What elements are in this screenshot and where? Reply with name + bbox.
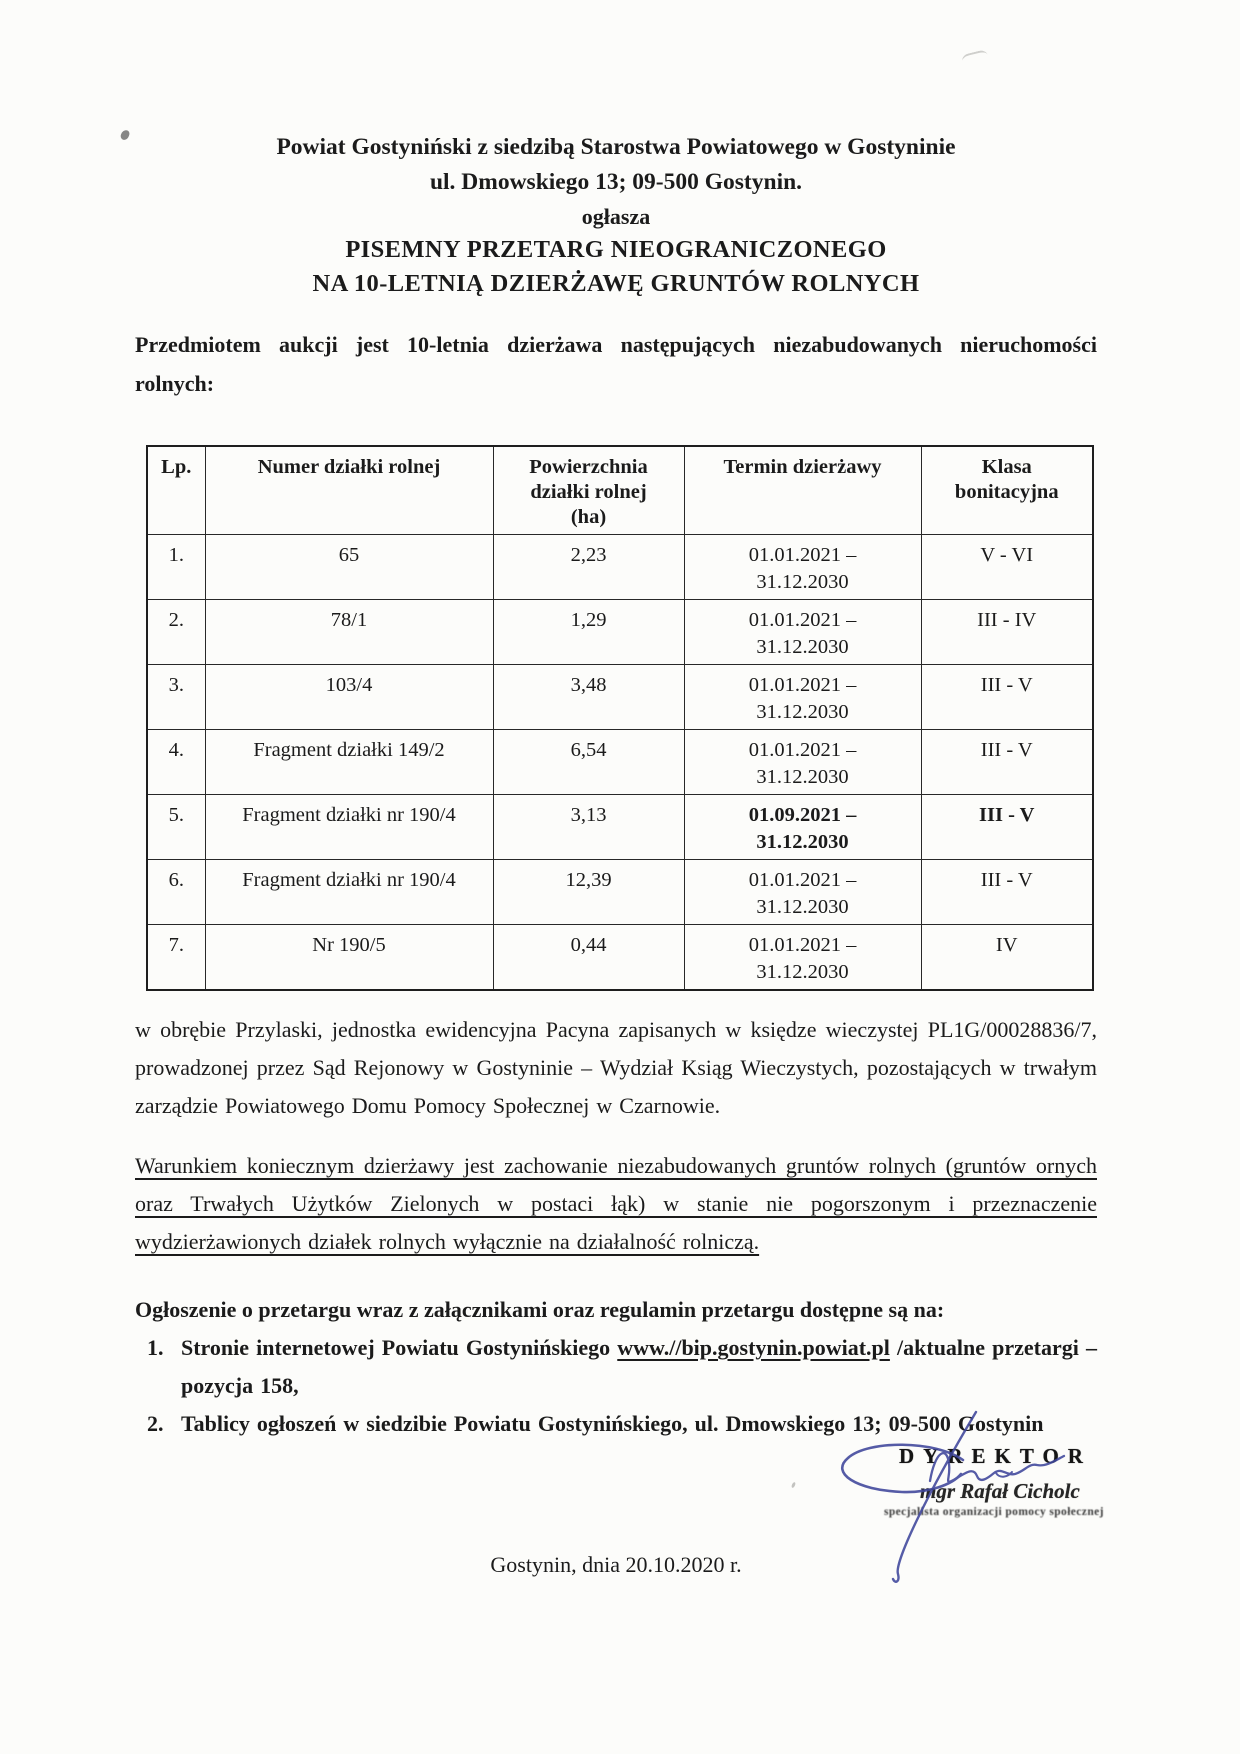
lease-term-line: 31.12.2030	[756, 961, 849, 983]
list-item-number: 2.	[147, 1411, 164, 1436]
place-and-date-line: Gostynin, dnia 20.10.2020 r.	[490, 1552, 742, 1577]
cell-soil-class: III - V	[921, 795, 1093, 860]
cell-soil-class: III - V	[921, 665, 1093, 730]
cell-area: 2,23	[493, 535, 684, 600]
col-header-text: bonitacyjna	[954, 481, 1059, 503]
parcels-table	[146, 445, 1094, 991]
cell-lease-term	[684, 535, 921, 600]
lease-term-line: 31.12.2030	[756, 896, 849, 918]
cell-area: 0,44	[493, 925, 684, 991]
col-header-text: Klasa	[981, 456, 1032, 478]
lease-term-line: 31.12.2030	[756, 571, 849, 593]
cell-area: 6,54	[493, 730, 684, 795]
table-row	[147, 860, 1093, 925]
cell-area: 3,48	[493, 665, 684, 730]
col-header-text: Lp.	[161, 456, 192, 478]
cell-parcel-number: 103/4	[205, 665, 493, 730]
col-header-lp	[147, 446, 205, 535]
announces-word: ogłasza	[581, 204, 651, 229]
cell-soil-class: III - IV	[921, 600, 1093, 665]
cell-parcel-number: 65	[205, 535, 493, 600]
intro-paragraph: Przedmiotem aukcji jest 10-letnia dzierżawa następujących niezabudowanych nieruchomości rolnych:	[135, 332, 1097, 396]
col-header-text: (ha)	[570, 506, 607, 528]
cell-area: 1,29	[493, 600, 684, 665]
tender-title-line-2: NA 10-LETNIĄ DZIERŻAWĘ GRUNTÓW ROLNYCH	[312, 270, 920, 297]
cell-lease-term	[684, 795, 921, 860]
table-row	[147, 600, 1093, 665]
cell-parcel-number: Fragment działki nr 190/4	[205, 795, 493, 860]
table-header-row	[147, 446, 1093, 535]
cell-soil-class: V - VI	[921, 535, 1093, 600]
col-header-text: Termin dzierżawy	[723, 456, 882, 478]
availability-heading: Ogłoszenie o przetargu wraz z załącznikami oraz regulamin przetargu dostępne są na:	[135, 1297, 945, 1322]
cell-lease-term	[684, 600, 921, 665]
lease-term-line: 31.12.2030	[756, 766, 849, 788]
cell-parcel-number: Nr 190/5	[205, 925, 493, 991]
document-content	[135, 0, 1097, 1443]
cell-soil-class: IV	[921, 925, 1093, 991]
cell-lease-term	[684, 730, 921, 795]
col-header-area	[493, 446, 684, 535]
cell-lp: 3.	[147, 665, 205, 730]
cell-lp: 5.	[147, 795, 205, 860]
cell-soil-class: III - V	[921, 730, 1093, 795]
cell-lease-term	[684, 665, 921, 730]
availability-section	[135, 1291, 1097, 1443]
lease-term-line: 01.01.2021 –	[748, 869, 857, 891]
table-row	[147, 795, 1093, 860]
lease-term-line: 01.01.2021 –	[748, 609, 857, 631]
cell-lease-term	[684, 925, 921, 991]
cell-lp: 6.	[147, 860, 205, 925]
cell-lp: 1.	[147, 535, 205, 600]
registry-paragraph: w obrębie Przylaski, jednostka ewidencyjna Pacyna zapisanych w księdze wieczystej PL1G/00028836/7, prowadzonej przez Sąd Rejonowy w Gostyninie – Wydział Ksiąg Wieczystych, pozostających w trwałym zarządzie Powiatowego Domu Pomocy Społecznej w Czarnowie.	[135, 1017, 1097, 1118]
director-title-stamp: DYREKTOR	[899, 1444, 1092, 1468]
col-header-lease-term	[684, 446, 921, 535]
lease-term-line: 31.12.2030	[756, 831, 849, 853]
scan-speck	[120, 129, 131, 141]
col-header-text: Numer działki rolnej	[257, 456, 441, 478]
table-row	[147, 665, 1093, 730]
col-header-text: działki rolnej	[530, 481, 647, 503]
lease-condition-paragraph: Warunkiem koniecznym dzierżawy jest zachowanie niezabudowanych gruntów rolnych (gruntów ornych oraz Trwałych Użytków Zielonych w postaci łąk) w stanie nie pogorszonym i przeznaczenie wydzierżawionych działek rolnych wyłącznie na działalność rolniczą.	[135, 1153, 1097, 1254]
list-item-text	[181, 1329, 1097, 1405]
issuer-name: Powiat Gostyniński z siedzibą Starostwa Powiatowego w Gostyninie	[276, 134, 956, 160]
list-item	[135, 1405, 1097, 1443]
cell-area: 12,39	[493, 860, 684, 925]
cell-parcel-number: Fragment działki nr 190/4	[205, 860, 493, 925]
table-row	[147, 925, 1093, 991]
col-header-parcel-number	[205, 446, 493, 535]
table-row	[147, 535, 1093, 600]
cell-parcel-number: 78/1	[205, 600, 493, 665]
list-item-text-post: /aktualne przetargi – pozycja 158,	[181, 1335, 1097, 1398]
director-name-stamp: mgr Rafał Cicholc	[920, 1479, 1080, 1503]
lease-term-line: 31.12.2030	[756, 701, 849, 723]
lease-term-line: 01.01.2021 –	[748, 544, 857, 566]
scan-speck	[791, 1482, 796, 1489]
lease-term-line: 01.09.2021 –	[748, 804, 857, 826]
bip-url: www.//bip.gostynin.powiat.pl	[617, 1335, 890, 1360]
tender-title-line-1: PISEMNY PRZETARG NIEOGRANICZONEGO	[345, 236, 887, 263]
cell-area: 3,13	[493, 795, 684, 860]
list-item	[135, 1329, 1097, 1405]
document-header	[135, 130, 1097, 301]
lease-term-line: 01.01.2021 –	[748, 674, 857, 696]
col-header-soil-class	[921, 446, 1093, 535]
cell-lease-term	[684, 860, 921, 925]
list-item-number: 1.	[147, 1335, 164, 1360]
list-item-text-pre: Stronie internetowej Powiatu Gostynińskiego	[181, 1335, 618, 1360]
cell-lp: 7.	[147, 925, 205, 991]
table-row	[147, 730, 1093, 795]
lease-term-line: 01.01.2021 –	[748, 739, 857, 761]
cell-lp: 4.	[147, 730, 205, 795]
issuer-address: ul. Dmowskiego 13; 09-500 Gostynin.	[429, 169, 803, 195]
lease-term-line: 01.01.2021 –	[748, 934, 857, 956]
cell-parcel-number: Fragment działki 149/2	[205, 730, 493, 795]
cell-lp: 2.	[147, 600, 205, 665]
list-item-text: Tablicy ogłoszeń w siedzibie Powiatu Gostynińskiego, ul. Dmowskiego 13; 09-500 Gostynin	[181, 1411, 1044, 1436]
lease-term-line: 31.12.2030	[756, 636, 849, 658]
col-header-text: Powierzchnia	[529, 456, 648, 478]
director-subtitle-stamp: specjalista organizacji pomocy społecznej	[884, 1506, 1104, 1518]
cell-soil-class: III - V	[921, 860, 1093, 925]
